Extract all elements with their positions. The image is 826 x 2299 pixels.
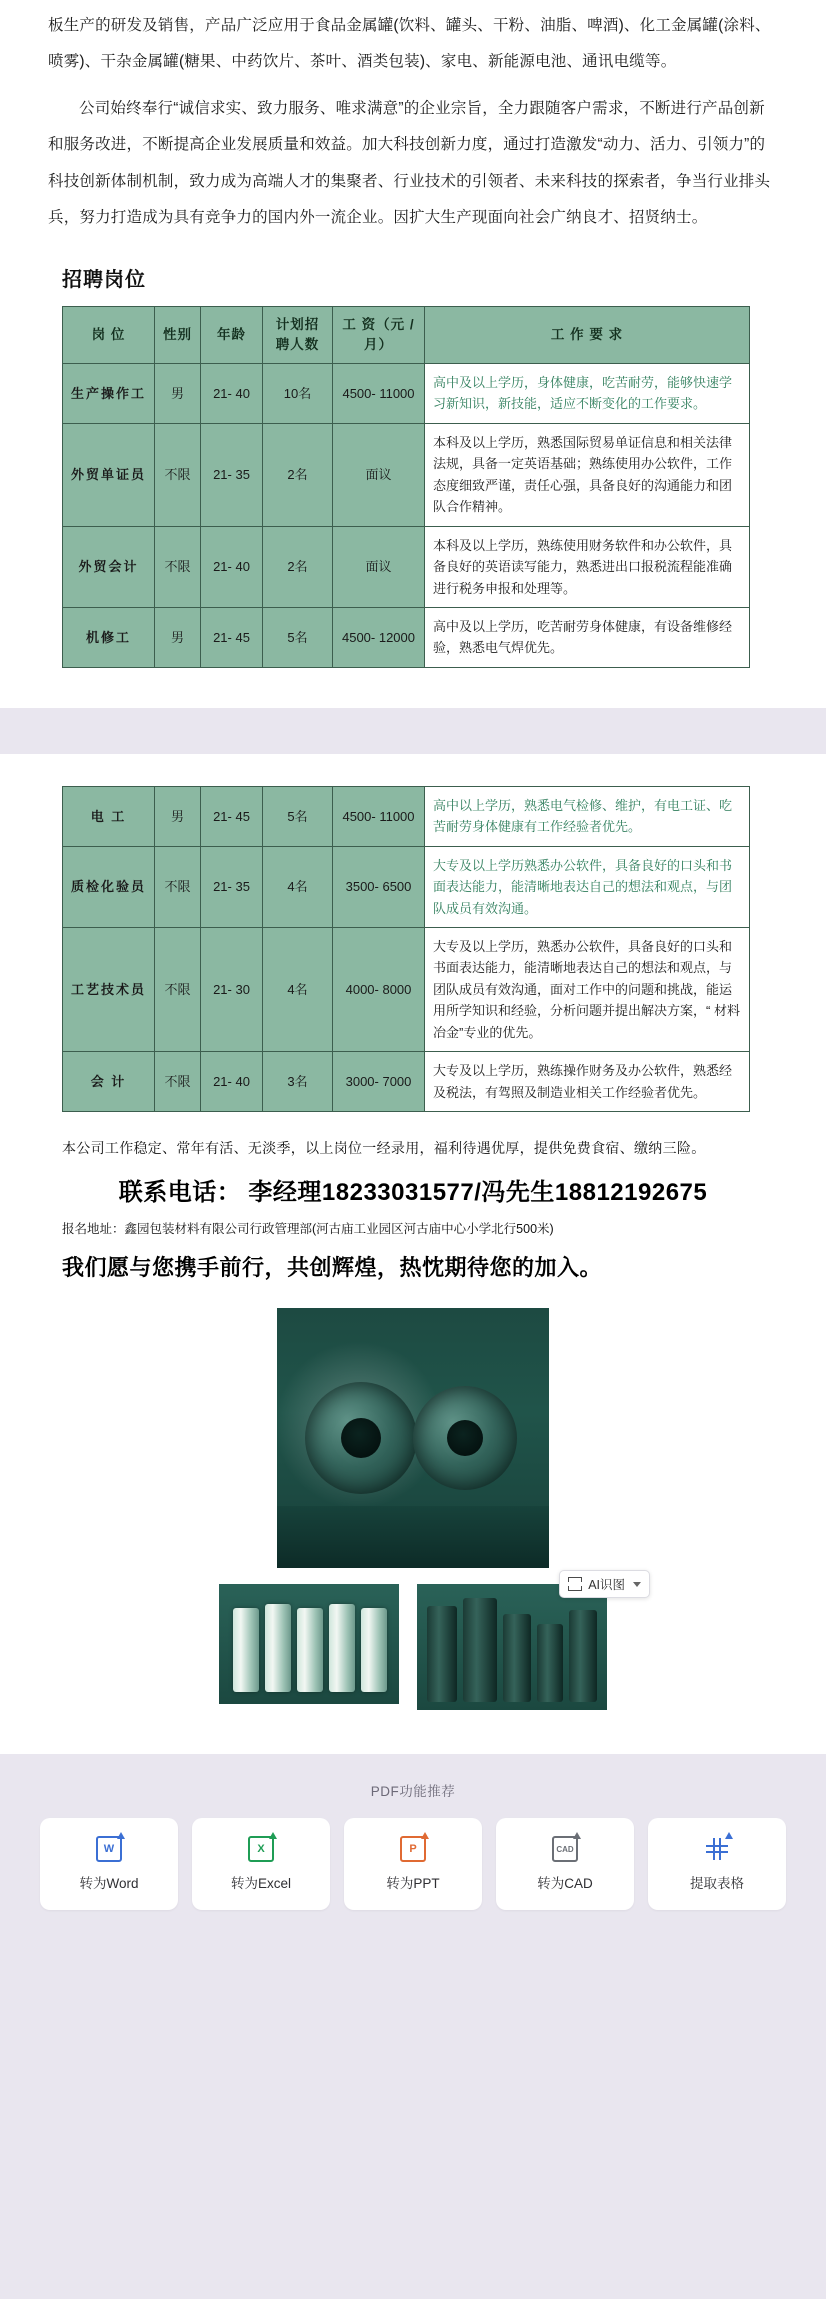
cell-headcount: 10名 xyxy=(263,364,333,424)
cell-sex: 男 xyxy=(155,364,201,424)
cell-headcount: 4名 xyxy=(263,846,333,927)
cell-sex: 男 xyxy=(155,786,201,846)
cell-salary: 4000- 8000 xyxy=(333,928,425,1052)
photo-steel-coils xyxy=(277,1308,549,1568)
chevron-down-icon[interactable] xyxy=(633,1582,641,1587)
table-row xyxy=(63,526,750,607)
cell-post: 外贸单证员 xyxy=(63,423,155,526)
cell-age: 21- 40 xyxy=(201,1052,263,1112)
cell-sex: 不限 xyxy=(155,526,201,607)
cell-sex: 不限 xyxy=(155,1052,201,1112)
cell-post: 外贸会计 xyxy=(63,526,155,607)
cell-age: 21- 45 xyxy=(201,607,263,667)
cell-age: 21- 35 xyxy=(201,423,263,526)
cell-requirement: 高中及以上学历，身体健康，吃苦耐劳，能够快速学习新知识，新技能，适应不断变化的工作要求。 xyxy=(425,364,750,424)
address-line xyxy=(62,1219,778,1237)
excel-icon: X xyxy=(248,1836,274,1862)
cell-requirement: 本科及以上学历，熟练使用财务软件和办公软件，具备良好的英语读写能力，熟悉进出口报税流程能准确进行税务申报和处理等。 xyxy=(425,526,750,607)
coil-shape xyxy=(305,1382,417,1494)
cell-headcount: 2名 xyxy=(263,423,333,526)
cell-headcount: 5名 xyxy=(263,607,333,667)
convert-to-ppt-label: 转为PPT xyxy=(386,1876,440,1892)
extract-table-icon xyxy=(704,1836,730,1862)
convert-to-word-button[interactable] xyxy=(40,1818,178,1910)
cell-salary: 面议 xyxy=(333,526,425,607)
cell-post: 电 工 xyxy=(63,786,155,846)
cell-headcount: 5名 xyxy=(263,786,333,846)
ai-recognize-button[interactable] xyxy=(559,1570,650,1598)
convert-to-ppt-button[interactable] xyxy=(344,1818,482,1910)
cell-headcount: 2名 xyxy=(263,526,333,607)
th-sex: 性别 xyxy=(155,306,201,364)
convert-to-cad-button[interactable] xyxy=(496,1818,634,1910)
cell-salary: 面议 xyxy=(333,423,425,526)
closing-slogan: 我们愿与您携手前行，共创辉煌，热忱期待您的加入。 xyxy=(62,1255,603,1281)
cell-requirement: 高中以上学历，熟悉电气检修、维护，有电工证、吃苦耐劳身体健康有工作经验者优先。 xyxy=(425,786,750,846)
cell-sex: 不限 xyxy=(155,928,201,1052)
extract-table-button[interactable] xyxy=(648,1818,786,1910)
cell-post: 机修工 xyxy=(63,607,155,667)
photo-metal-containers xyxy=(417,1584,607,1710)
cell-age: 21- 40 xyxy=(201,364,263,424)
table-row xyxy=(63,928,750,1052)
contact-phone: 联系电话： 李经理18233031577/冯先生18812192675 xyxy=(118,1179,708,1207)
convert-to-excel-button[interactable] xyxy=(192,1818,330,1910)
cell-post: 生产操作工 xyxy=(63,364,155,424)
cell-salary: 4500- 11000 xyxy=(333,364,425,424)
th-requirement: 工 作 要 求 xyxy=(425,306,750,364)
scan-frame-icon xyxy=(568,1577,582,1591)
ppt-icon: P xyxy=(400,1836,426,1862)
cell-sex: 不限 xyxy=(155,423,201,526)
photo-printed-cans xyxy=(219,1584,399,1704)
cell-requirement: 高中及以上学历，吃苦耐劳身体健康，有设备维修经验，熟悉电气焊优先。 xyxy=(425,607,750,667)
convert-to-cad-label: 转为CAD xyxy=(537,1876,593,1892)
cell-post: 工艺技术员 xyxy=(63,928,155,1052)
jobs-table-page1 xyxy=(62,306,750,668)
photo-floor xyxy=(277,1506,549,1568)
pdf-tools-bar xyxy=(0,1754,826,1928)
section-title: 招聘岗位 xyxy=(62,268,146,291)
cell-sex: 男 xyxy=(155,607,201,667)
body-paragraph-1: 板生产的研发及销售，产品广泛应用于食品金属罐(饮料、罐头、干粉、油脂、啤酒)、化工金属罐(涂料、喷雾)、干杂金属罐(糖果、中药饮片、茶叶、酒类包装)、家电、新能源电池、通讯电缆等。 xyxy=(48,17,771,71)
cell-headcount: 3名 xyxy=(263,1052,333,1112)
cell-requirement: 本科及以上学历，熟悉国际贸易单证信息和相关法律法规，具备一定英语基础；熟练使用办公软件，工作态度细致严谨，责任心强，具备良好的沟通能力和团队合作精神。 xyxy=(425,423,750,526)
document-sheet-1 xyxy=(0,0,826,708)
cell-headcount: 4名 xyxy=(263,928,333,1052)
table-row xyxy=(63,846,750,927)
convert-to-word-label: 转为Word xyxy=(79,1876,139,1892)
cell-sex: 不限 xyxy=(155,846,201,927)
cell-salary: 4500- 11000 xyxy=(333,786,425,846)
coil-shape xyxy=(413,1386,517,1490)
body-paragraph-2: 公司始终奉行“诚信求实、致力服务、唯求满意”的企业宗旨，全力跟随客户需求，不断进行产品创新和服务改进，不断提高企业发展质量和效益。加大科技创新力度，通过打造激发“动力、活力、引领力”的科技创新体制机制，致力成为高端人才的集聚者、行业技术的引领者、未来科技的探索者，争当行业排头兵，努力打造成为具有竞争力的国内外一流企业。因扩大生产现面向社会广纳良才、招贤纳士。 xyxy=(48,99,771,227)
th-age: 年龄 xyxy=(201,306,263,364)
photo-row xyxy=(48,1578,778,1710)
cell-age: 21- 40 xyxy=(201,526,263,607)
cell-requirement: 大专及以上学历，熟练操作财务及办公软件，熟悉经及税法，有驾照及制造业相关工作经验者优先。 xyxy=(425,1052,750,1112)
word-icon: W xyxy=(96,1836,122,1862)
address-label: 报名地址： xyxy=(62,1222,125,1237)
cell-salary: 3500- 6500 xyxy=(333,846,425,927)
cell-requirement: 大专及以上学历，熟悉办公软件，具备良好的口头和书面表达能力，能清晰地表达自己的想法和观点，与团队成员有效沟通，面对工作中的问题和挑战，能运用所学知识和经验，分析问题并提出解决方案，“ 材料冶金”专业的优先。 xyxy=(425,928,750,1052)
photo-gallery xyxy=(48,1308,778,1720)
table-row xyxy=(63,1052,750,1112)
cell-post: 会 计 xyxy=(63,1052,155,1112)
table-row xyxy=(63,364,750,424)
table-row xyxy=(63,607,750,667)
benefits-text: 本公司工作稳定、常年有活、无淡季，以上岗位一经录用，福利待遇优厚，提供免费食宿、缴纳三险。 xyxy=(62,1140,706,1157)
cell-age: 21- 30 xyxy=(201,928,263,1052)
cell-post: 质检化验员 xyxy=(63,846,155,927)
ai-recognize-label: AI识图 xyxy=(588,1578,625,1593)
table-row xyxy=(63,786,750,846)
pdf-tools-title: PDF功能推荐 xyxy=(370,1784,456,1800)
extract-table-label: 提取表格 xyxy=(690,1876,744,1892)
convert-to-excel-label: 转为Excel xyxy=(230,1876,291,1892)
cell-salary: 3000- 7000 xyxy=(333,1052,425,1112)
th-post: 岗 位 xyxy=(63,306,155,364)
cell-salary: 4500- 12000 xyxy=(333,607,425,667)
th-salary: 工 资（元 / 月） xyxy=(333,306,425,364)
document-sheet-2 xyxy=(0,754,826,1754)
page-separator xyxy=(0,708,826,754)
cad-icon: CAD xyxy=(552,1836,578,1862)
cell-requirement: 大专及以上学历熟悉办公软件，具备良好的口头和书面表达能力，能清晰地表达自己的想法和观点，与团队成员有效沟通。 xyxy=(425,846,750,927)
table-row xyxy=(63,423,750,526)
pdf-tools-list xyxy=(0,1818,826,1910)
cell-age: 21- 35 xyxy=(201,846,263,927)
jobs-table-page2 xyxy=(62,786,750,1112)
cell-age: 21- 45 xyxy=(201,786,263,846)
table-header-row xyxy=(63,306,750,364)
th-headcount: 计划招聘人数 xyxy=(263,306,333,364)
address-value: 鑫园包装材料有限公司行政管理部(河古庙工业园区河古庙中心小学北行500米) xyxy=(124,1222,554,1237)
